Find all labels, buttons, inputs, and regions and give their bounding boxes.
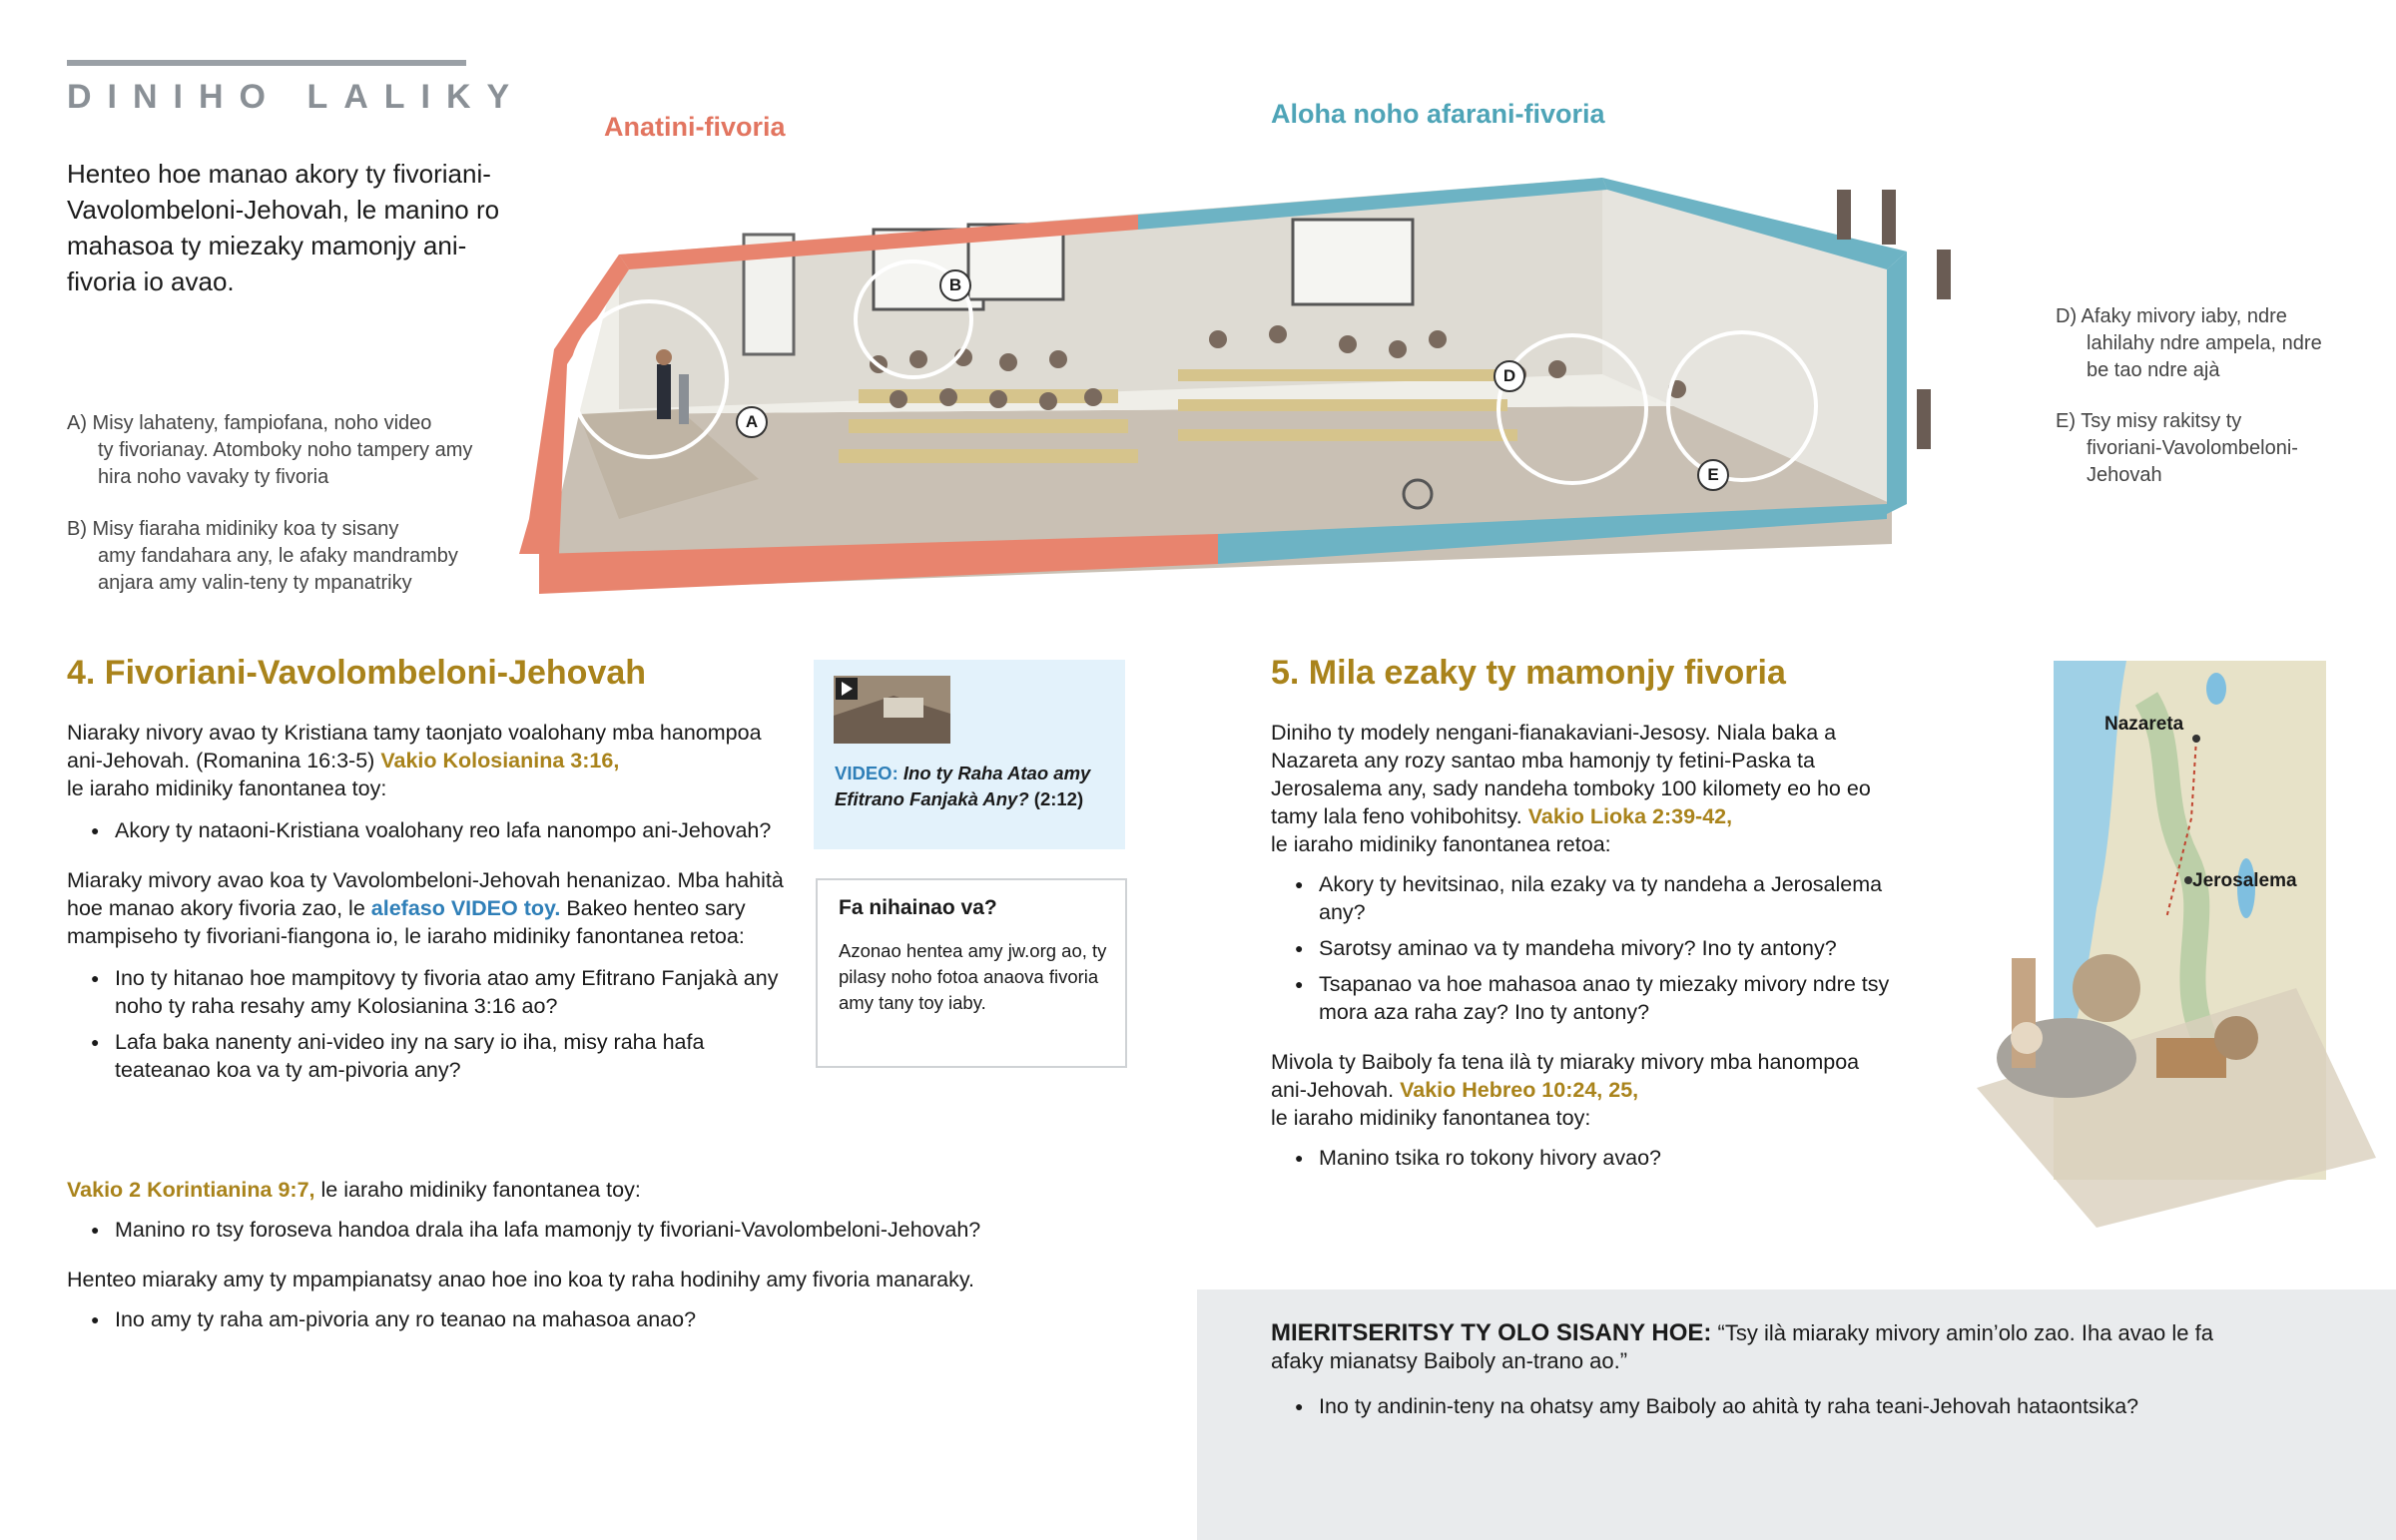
objection-label: MIERITSERITSY TY OLO SISANY HOE:: [1271, 1319, 1712, 1346]
ref-luke[interactable]: Vakio Lioka 2:39-42,: [1527, 804, 1733, 828]
section-4-body: [67, 719, 786, 1106]
section-4-para-1: Niaraky nivory avao ty Kristiana tamy taonjato voalohany mba hanompoa ani-Jehovah. (Romanina 16:3-5) Vakio Kolosianina 3:16, le iaraho midiniky fanontanea toy:: [67, 721, 762, 800]
map-label-jerusalem: Jerosalema: [2192, 870, 2297, 891]
journey-map-illustration: [1917, 659, 2376, 1228]
question-6: ● Akory ty hevitsinao, nila ezaky va ty nandeha a Jerosalema any?: [1271, 870, 1890, 926]
question-1: ● Akory ty nataoni-Kristiana voalohany reo lafa nanompo ani-Jehovah?: [67, 816, 786, 844]
question-2: ● Ino ty hitanao hoe mampitovy ty fivoria atao amy Efitrano Fanjakà any noho ty raha resahy amy Kolosianina 3:16 ao?: [67, 964, 786, 1020]
section-5-body: [1271, 719, 1890, 1180]
map-label-nazareth: Nazareta: [2104, 714, 2184, 735]
ref-corinthians[interactable]: Vakio 2 Korintianina 9:7,: [67, 1178, 315, 1202]
header-rule: [67, 60, 466, 66]
section-5-para-2: Mivola ty Baiboly fa tena ilà ty miaraky mivory mba hanompoa ani-Jehovah. Vakio Hebreo 10:24, 25, le iaraho midiniky fanontanea toy:: [1271, 1050, 1860, 1130]
ref-hebrews[interactable]: Vakio Hebreo 10:24, 25,: [1400, 1078, 1639, 1102]
caption-d: D) Afaky mivory iaby, ndre lahilahy ndre ampela, ndre be tao ndre ajà: [2056, 305, 2322, 381]
question-7: ● Sarotsy aminao va ty mandeha mivory? Ino ty antony?: [1271, 934, 1890, 962]
marker-d: D: [1494, 360, 1525, 392]
caption-a: A) Misy lahateny, fampiofana, noho video ty fivorianay. Atomboky noho tampery amy hira noho vavaky ty fivoria: [67, 412, 473, 488]
question-5: ● Ino amy ty raha am-pivoria any ro teanao na mahasoa anao?: [67, 1305, 1165, 1333]
objection-questions: [1271, 1392, 2369, 1428]
did-you-know-text: Azonao hentea amy jw.org ao, ty pilasy noho fotoa anaova fivoria amy tany toy iaby.: [839, 940, 1107, 1013]
question-9: ● Manino tsika ro tokony hivory avao?: [1271, 1144, 1890, 1172]
marker-a: A: [736, 406, 768, 438]
marker-b: B: [939, 269, 971, 301]
section-4-body-cont: [67, 1176, 1165, 1341]
objection-text: [1271, 1319, 2269, 1375]
question-8: ● Tsapanao va hoe mahasoa anao ty miezaky mivory ndre tsy mora aza raha zay? Ino ty antony?: [1271, 970, 1890, 1026]
section-5-title: 5. Mila ezaky ty mamonjy fivoria: [1271, 654, 1786, 692]
video-thumbnail[interactable]: [834, 676, 950, 744]
section-kicker: DINIHO LALIKY: [67, 78, 526, 116]
video-caption: VIDEO: Ino ty Raha Atao amy Efitrano Fanjakà Any? (2:12): [835, 763, 1091, 809]
intro-text: Henteo hoe manao akory ty fivoriani-Vavolombeloni-Jehovah, le manino ro mahasoa ty miezaky mamonjy ani-fivoria io avao.: [67, 159, 500, 296]
question-4: ● Manino ro tsy foroseva handoa drala iha lafa mamonjy ty fivoriani-Vavolombeloni-Jehovah?: [67, 1216, 1165, 1244]
section-4-para-4: Henteo miaraky amy ty mpampianatsy anao hoe ino koa ty raha hodinihy amy fivoria manaraky.: [67, 1268, 975, 1291]
section-4-para-2: Miaraky mivory avao koa ty Vavolombeloni-Jehovah henanizao. Mba hahità hoe manao akory fivoria zao, le alefaso VIDEO toy. Bakeo henteo sary mampiseho ty fivoriani-fiangona io, le iaraho midiniky fanontanea retoa:: [67, 868, 784, 948]
marker-e: E: [1697, 459, 1729, 491]
did-you-know-title: Fa nihainao va?: [839, 896, 997, 919]
section-4-title: 4. Fivoriani-Vavolombeloni-Jehovah: [67, 654, 647, 692]
ref-colossians[interactable]: Vakio Kolosianina 3:16,: [380, 749, 620, 772]
section-4-para-3: Vakio 2 Korintianina 9:7, le iaraho midiniky fanontanea toy:: [67, 1178, 641, 1202]
section-5-para-1: Diniho ty modely nengani-fianakaviani-Jesosy. Niala baka a Nazareta any rozy santao mba hamonjy ty fetini-Paska ta Jerosalema any, sady nandeha tomboky 100 kilomety eo ho eo tamy lala feno vohibohitsy. Vakio Lioka 2:39-42, le iaraho midiniky fanontanea retoa:: [1271, 721, 1871, 856]
caption-b: B) Misy fiaraha midiniky koa ty sisany amy fandahara any, le afaky mandramby anjara amy valin-teny ty mpanatriky: [67, 518, 458, 594]
objection-quote: “Tsy ilà miaraky mivory amin’olo zao. Iha avao le fa afaky mianatsy Baiboly an-trano ao.”: [1271, 1320, 2213, 1373]
video-link[interactable]: alefaso VIDEO toy.: [370, 896, 561, 920]
caption-e: E) Tsy misy rakitsy ty fivoriani-Vavolombeloni-Jehovah: [2056, 410, 2298, 486]
question-3: ● Lafa baka nanenty ani-video iny na sary io iha, misy raha hafa teateanao koa va ty am-pivoria any?: [67, 1028, 786, 1084]
hall-label-before-after: Aloha noho afarani-fivoria: [1271, 99, 1605, 129]
kingdom-hall-illustration: [519, 160, 1977, 604]
question-10: ● Ino ty andinin-teny na ohatsy amy Baiboly ao ahità ty raha teani-Jehovah hataontsika?: [1271, 1392, 2369, 1420]
hall-label-during: Anatini-fivoria: [604, 112, 786, 142]
